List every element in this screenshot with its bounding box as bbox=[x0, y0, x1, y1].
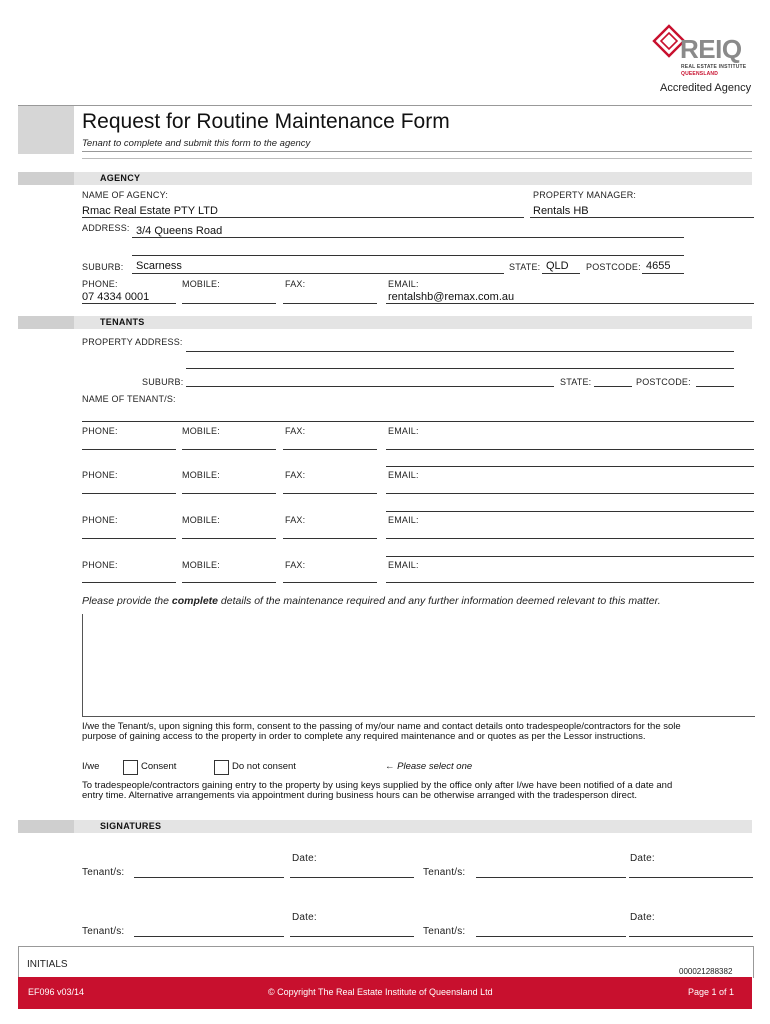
tenant-signature-line[interactable] bbox=[134, 936, 284, 937]
footer-bar bbox=[18, 977, 752, 1009]
title-grey-block bbox=[18, 106, 74, 154]
tenant-mobile-underline[interactable] bbox=[182, 582, 276, 583]
tenant-mobile-underline[interactable] bbox=[182, 493, 276, 494]
tenant-signature-line[interactable] bbox=[476, 936, 626, 937]
address-underline-1 bbox=[132, 237, 684, 238]
tenant-phone-label: PHONE: bbox=[82, 560, 118, 570]
tenant-mobile-underline[interactable] bbox=[182, 449, 276, 450]
do-not-consent-label: Do not consent bbox=[232, 761, 296, 772]
state-field[interactable]: QLD bbox=[546, 260, 569, 272]
title-rule bbox=[82, 151, 752, 152]
page-subtitle: Tenant to complete and submit this form to the agency bbox=[82, 138, 311, 149]
title-top-rule bbox=[18, 105, 752, 106]
property-address-underline-2[interactable] bbox=[186, 368, 734, 369]
tenant-fax-label: FAX: bbox=[285, 470, 306, 480]
tenant-email-underline[interactable] bbox=[386, 449, 754, 450]
tenant-fax-underline[interactable] bbox=[283, 493, 377, 494]
section-marker bbox=[18, 820, 74, 833]
tenant-email-underline[interactable] bbox=[386, 538, 754, 539]
tenant-email-underline[interactable] bbox=[386, 493, 754, 494]
keys-statement: To tradespeople/contractors gaining entry to the property by using keys supplied by the office only after I/we have been notified of a date and entry time. Alternative arrangements via appointment during business hours can be otherwise arranged with the tradesperson direct. bbox=[82, 780, 673, 801]
suburb-underline bbox=[132, 273, 504, 274]
agency-mobile-label: MOBILE: bbox=[182, 279, 220, 289]
state-label: STATE: bbox=[509, 262, 541, 272]
tenant-email-label: EMAIL: bbox=[388, 426, 419, 436]
agency-fax-label: FAX: bbox=[285, 279, 306, 289]
tenant-signature-label: Tenant/s: bbox=[82, 867, 125, 878]
iwe-label: I/we bbox=[82, 761, 100, 772]
logo-subtitle-region: QUEENSLAND bbox=[681, 71, 719, 77]
details-prompt-start: Please provide the bbox=[82, 595, 172, 607]
tenant-phone-underline[interactable] bbox=[82, 449, 176, 450]
tenant-phone-label: PHONE: bbox=[82, 426, 118, 436]
agency-mobile-underline bbox=[182, 303, 276, 304]
tenant-suburb-label: SUBURB: bbox=[142, 377, 184, 387]
property-address-label: PROPERTY ADDRESS: bbox=[82, 337, 183, 347]
title-rule-2 bbox=[82, 158, 752, 159]
tenant-mobile-label: MOBILE: bbox=[182, 470, 220, 480]
tenant-fax-label: FAX: bbox=[285, 560, 306, 570]
tenant-fax-label: FAX: bbox=[285, 426, 306, 436]
suburb-field[interactable]: Scarness bbox=[136, 260, 182, 272]
tenant-phone-underline[interactable] bbox=[82, 538, 176, 539]
details-prompt bbox=[82, 595, 661, 607]
section-marker bbox=[18, 316, 74, 329]
consent-statement: I/we the Tenant/s, upon signing this form, consent to the passing of my/our name and contact details onto tradespeople/contractors for the sole purpose of gaining access to the property in order to complete any required maintenance and or quotes as per the Lessor instructions. bbox=[82, 721, 681, 742]
date-label: Date: bbox=[292, 853, 317, 864]
signature-date-line[interactable] bbox=[290, 877, 414, 878]
logo-text: REIQ bbox=[680, 34, 742, 64]
tenant-phone-underline[interactable] bbox=[82, 582, 176, 583]
suburb-label: SUBURB: bbox=[82, 262, 124, 272]
tenant-fax-label: FAX: bbox=[285, 515, 306, 525]
tenant-signature-label: Tenant/s: bbox=[82, 926, 125, 937]
tenant-email-label: EMAIL: bbox=[388, 470, 419, 480]
address-label: ADDRESS: bbox=[82, 223, 130, 233]
address-field[interactable]: 3/4 Queens Road bbox=[136, 225, 223, 237]
tenant-email-label: EMAIL: bbox=[388, 515, 419, 525]
tenants-section-title: TENANTS bbox=[100, 317, 145, 327]
details-prompt-bold: complete bbox=[171, 595, 219, 607]
form-code: EF096 v03/14 bbox=[28, 987, 85, 997]
copyright: © Copyright The Real Estate Institute of Queensland Ltd bbox=[268, 987, 493, 997]
agency-phone-field[interactable]: 07 4334 0001 bbox=[82, 291, 150, 303]
date-label: Date: bbox=[630, 912, 655, 923]
tenant-row-divider bbox=[386, 511, 754, 512]
date-label: Date: bbox=[292, 912, 317, 923]
details-prompt-end: details of the maintenance required and any further information deemed relevant to this matter. bbox=[218, 595, 661, 607]
tenant-suburb-underline[interactable] bbox=[186, 386, 554, 387]
tenant-phone-label: PHONE: bbox=[82, 515, 118, 525]
postcode-label: POSTCODE: bbox=[586, 262, 641, 272]
property-address-underline-1[interactable] bbox=[186, 351, 734, 352]
tenant-row-divider bbox=[386, 556, 754, 557]
initials-box[interactable] bbox=[18, 946, 754, 978]
tenant-phone-label: PHONE: bbox=[82, 470, 118, 480]
signature-date-line[interactable] bbox=[290, 936, 414, 937]
initials-label: INITIALS bbox=[27, 959, 68, 970]
postcode-underline bbox=[642, 273, 684, 274]
page-number: Page 1 of 1 bbox=[688, 987, 735, 997]
logo-subtitle: REAL ESTATE INSTITUTE bbox=[681, 64, 747, 70]
tenant-postcode-underline[interactable] bbox=[696, 386, 734, 387]
agency-name-underline bbox=[82, 217, 524, 218]
property-manager-label: PROPERTY MANAGER: bbox=[533, 190, 637, 200]
section-marker bbox=[18, 172, 74, 185]
agency-fax-underline bbox=[283, 303, 377, 304]
select-one-hint: ← Please select one bbox=[385, 761, 473, 772]
address-underline-2 bbox=[132, 255, 684, 256]
tenant-names-underline[interactable] bbox=[82, 421, 754, 422]
consent-checkbox[interactable] bbox=[123, 760, 138, 775]
postcode-field[interactable]: 4655 bbox=[646, 260, 671, 272]
property-manager-underline bbox=[530, 217, 754, 218]
consent-label: Consent bbox=[141, 761, 177, 772]
document-number: 000021288382 bbox=[679, 967, 733, 976]
tenant-fax-underline[interactable] bbox=[283, 582, 377, 583]
signature-date-line[interactable] bbox=[629, 877, 753, 878]
page-title: Request for Routine Maintenance Form bbox=[82, 110, 450, 133]
do-not-consent-checkbox[interactable] bbox=[214, 760, 229, 775]
agency-name-label: NAME OF AGENCY: bbox=[82, 190, 169, 200]
tenant-mobile-underline[interactable] bbox=[182, 538, 276, 539]
signatures-section-bar bbox=[18, 820, 752, 833]
signatures-section-title: SIGNATURES bbox=[100, 821, 162, 831]
tenant-phone-underline[interactable] bbox=[82, 493, 176, 494]
agency-phone-label: PHONE: bbox=[82, 279, 118, 289]
tenants-section-bar bbox=[18, 316, 752, 329]
tenant-mobile-label: MOBILE: bbox=[182, 515, 220, 525]
state-underline bbox=[542, 273, 580, 274]
maintenance-details-textarea[interactable] bbox=[82, 614, 755, 717]
tenant-email-label: EMAIL: bbox=[388, 560, 419, 570]
agency-phone-underline bbox=[82, 303, 176, 304]
property-manager-field[interactable]: Rentals HB bbox=[533, 205, 589, 217]
tenant-row-divider bbox=[386, 466, 754, 467]
tenant-state-underline[interactable] bbox=[594, 386, 632, 387]
agency-email-underline bbox=[386, 303, 754, 304]
tenant-signature-label: Tenant/s: bbox=[423, 926, 466, 937]
tenant-signature-line[interactable] bbox=[476, 877, 626, 878]
date-label: Date: bbox=[630, 853, 655, 864]
agency-email-field[interactable]: rentalshb@remax.com.au bbox=[388, 291, 515, 303]
signature-date-line[interactable] bbox=[629, 936, 753, 937]
tenant-email-underline[interactable] bbox=[386, 582, 754, 583]
agency-email-label: EMAIL: bbox=[388, 279, 419, 289]
accredited-agency: Accredited Agency bbox=[660, 82, 752, 94]
agency-section-bar bbox=[18, 172, 752, 185]
tenant-signature-label: Tenant/s: bbox=[423, 867, 466, 878]
tenant-signature-line[interactable] bbox=[134, 877, 284, 878]
tenant-fax-underline[interactable] bbox=[283, 538, 377, 539]
tenant-postcode-label: POSTCODE: bbox=[636, 377, 691, 387]
tenant-fax-underline[interactable] bbox=[283, 449, 377, 450]
tenant-mobile-label: MOBILE: bbox=[182, 560, 220, 570]
tenant-state-label: STATE: bbox=[560, 377, 592, 387]
agency-name-field[interactable]: Rmac Real Estate PTY LTD bbox=[82, 205, 218, 217]
agency-section-title: AGENCY bbox=[100, 173, 141, 183]
tenant-mobile-label: MOBILE: bbox=[182, 426, 220, 436]
tenant-names-label: NAME OF TENANT/S: bbox=[82, 394, 176, 404]
